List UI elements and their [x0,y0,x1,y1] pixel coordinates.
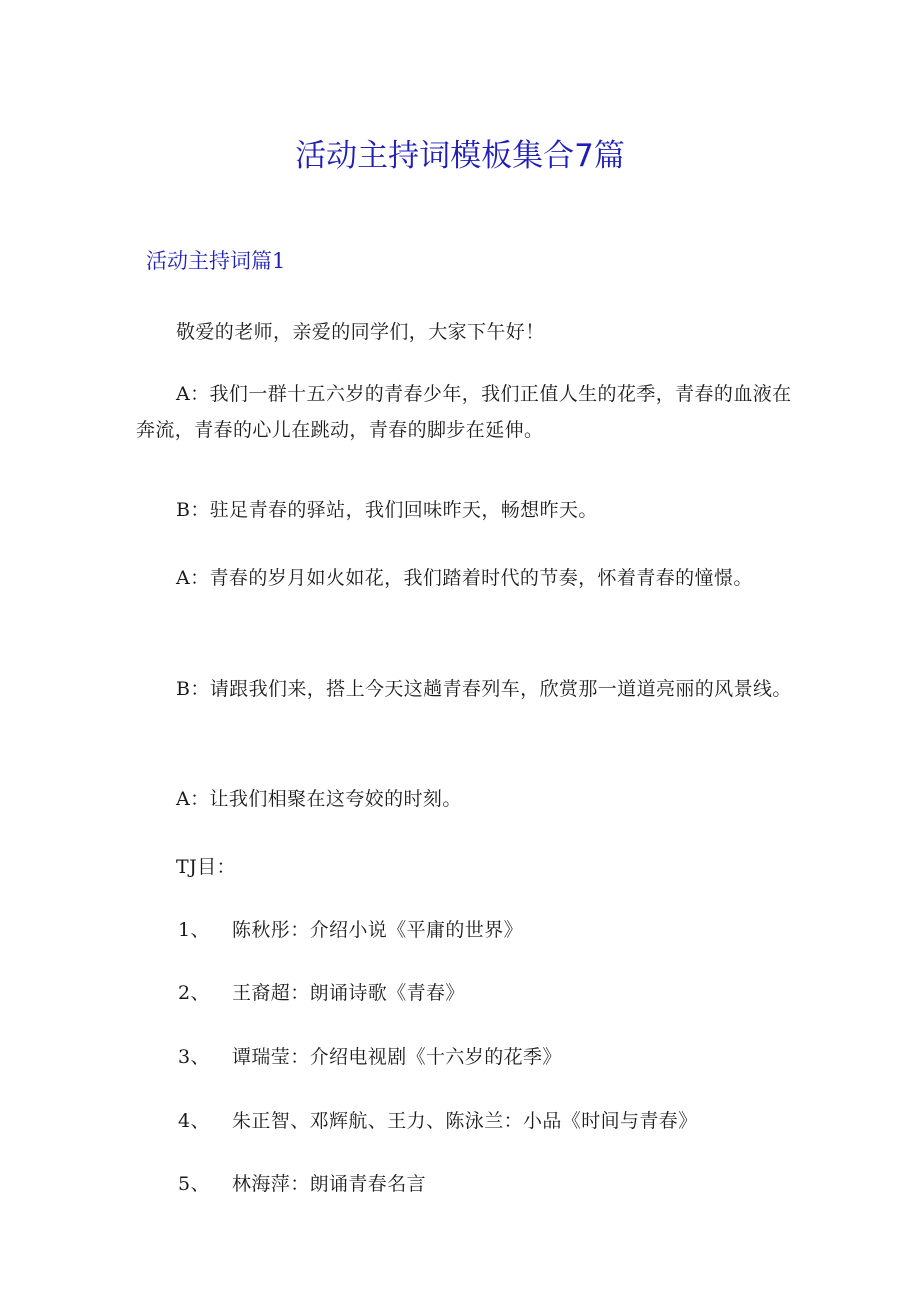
list-item-number: 4、 [178,1110,210,1132]
paragraph-b-1: B：驻足青春的驿站，我们回味昨天，畅想昨天。 [176,499,598,521]
list-item [178,1039,818,1075]
paragraph-a-3: A：让我们相聚在这夸姣的时刻。 [176,788,462,810]
list-item-number: 1、 [178,919,210,941]
list-item-number: 2、 [178,982,210,1004]
list-item [178,912,818,948]
list-item-text: 朱正智、邓辉航、王力、陈泳兰：小品《时间与青春》 [232,1110,698,1132]
section-heading: 活动主持词篇1 [146,249,286,273]
list-item [178,1103,818,1139]
list-item [178,975,818,1011]
paragraph-b-2: B：请跟我们来，搭上今天这趟青春列车，欣赏那一道道亮丽的风景线。 [176,678,792,700]
paragraph-greeting: 敬爱的老师，亲爱的同学们，大家下午好！ [176,321,545,343]
document-title: 活动主持词模板集合7篇 [295,138,625,174]
list-item-text: 王裔超：朗诵诗歌《青春》 [232,982,465,1004]
paragraph-a-1: A：我们一群十五六岁的青春少年，我们正值人生的花季，青春的血液在奔流，青春的心儿在跳动，青春的脚步在延伸。 [136,383,792,441]
list-item-text: 陈秋彤：介绍小说《平庸的世界》 [232,919,524,941]
program-label: TJ目： [176,856,236,878]
list-item [178,1166,818,1202]
list-item-number: 5、 [178,1173,210,1195]
paragraph-a-2: A：青春的岁月如火如花，我们踏着时代的节奏，怀着青春的憧憬。 [176,567,753,589]
list-item-number: 3、 [178,1046,210,1068]
list-item-text: 谭瑞莹：介绍电视剧《十六岁的花季》 [232,1046,562,1068]
list-item-text: 林海萍：朗诵青春名言 [232,1173,427,1195]
